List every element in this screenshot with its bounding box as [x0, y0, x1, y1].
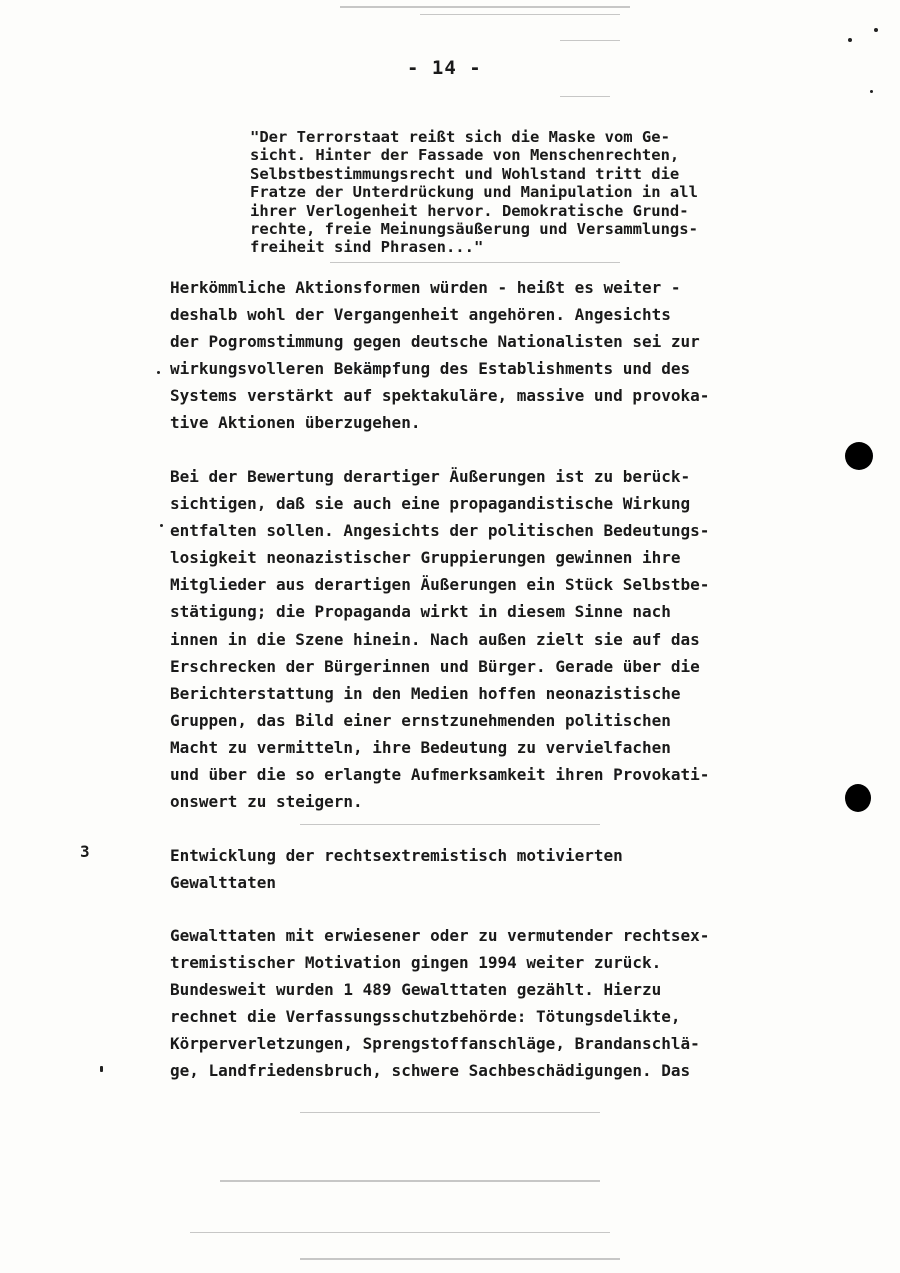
text-line: der Pogromstimmung gegen deutsche Nationalisten sei zur — [170, 332, 700, 352]
text-line: Bei der Bewertung derartiger Äußerungen ist zu berück- — [170, 467, 691, 486]
text-line: tremistischer Motivation gingen 1994 weiter zurück. — [170, 953, 662, 973]
text-line: Macht zu vermitteln, ihre Bedeutung zu vervielfachen — [170, 737, 671, 757]
text-line: stätigung; die Propaganda wirkt in diesem Sinne nach — [170, 602, 671, 622]
text-line: innen in die Szene hinein. Nach außen zielt sie auf das — [170, 629, 700, 649]
text-line: ge, Landfriedensbruch, schwere Sachbeschädigungen. Das — [170, 1061, 691, 1081]
text-line: tive Aktionen überzugehen. — [170, 413, 421, 433]
text-line: Mitglieder aus derartigen Äußerungen ein Stück Selbstbe- — [170, 575, 710, 595]
quote-line: "Der Terrorstaat reißt sich die Maske vom Ge- — [250, 128, 670, 146]
text-line: Berichterstattung in den Medien hoffen neonazistische — [170, 683, 681, 703]
text-line: entfalten sollen. Angesichts der politischen Bedeutungs- — [170, 521, 710, 541]
text-line: Gewalttaten mit erwiesener oder zu vermutender rechtsex- — [170, 926, 710, 945]
quote-line: rechte, freie Meinungsäußerung und Versammlungs- — [250, 220, 698, 239]
quote-line: sicht. Hinter der Fassade von Menschenrechten, — [250, 146, 680, 165]
text-line: sichtigen, daß sie auch eine propagandistische Wirkung — [170, 494, 691, 514]
text-line: und über die so erlangte Aufmerksamkeit ihren Provokati- — [170, 765, 710, 785]
text-line: deshalb wohl der Vergangenheit angehören. Angesichts — [170, 305, 671, 325]
text-line: onswert zu steigern. — [170, 792, 363, 812]
text-line: Körperverletzungen, Sprengstoffanschläge, Brandanschlä- — [170, 1034, 700, 1054]
text-line: Erschrecken der Bürgerinnen und Bürger. Gerade über die — [170, 656, 700, 676]
heading-line: Gewalttaten — [170, 873, 276, 893]
section-number: 3 — [80, 842, 90, 861]
page-number: - 14 - — [407, 57, 482, 79]
text-line: Gruppen, das Bild einer ernstzunehmenden politischen — [170, 710, 671, 730]
quote-line: Selbstbestimmungsrecht und Wohlstand tritt die — [250, 164, 680, 183]
quote-line: freiheit sind Phrasen..." — [250, 238, 484, 257]
text-line: Bundesweit wurden 1 489 Gewalttaten gezählt. Hierzu — [170, 980, 662, 1000]
heading-line: Entwicklung der rechtsextremistisch motivierten — [170, 846, 623, 865]
text-line: rechnet die Verfassungsschutzbehörde: Tötungsdelikte, — [170, 1007, 681, 1027]
text-line: wirkungsvolleren Bekämpfung des Establishments und des — [170, 359, 691, 379]
text-line: Herkömmliche Aktionsformen würden - heißt es weiter - — [170, 278, 681, 297]
text-line: losigkeit neonazistischer Gruppierungen gewinnen ihre — [170, 548, 681, 568]
text-line: Systems verstärkt auf spektakuläre, massive und provoka- — [170, 386, 710, 406]
quote-line: Fratze der Unterdrückung und Manipulation in all — [250, 183, 698, 202]
quote-line: ihrer Verlogenheit hervor. Demokratische Grund- — [250, 201, 689, 220]
